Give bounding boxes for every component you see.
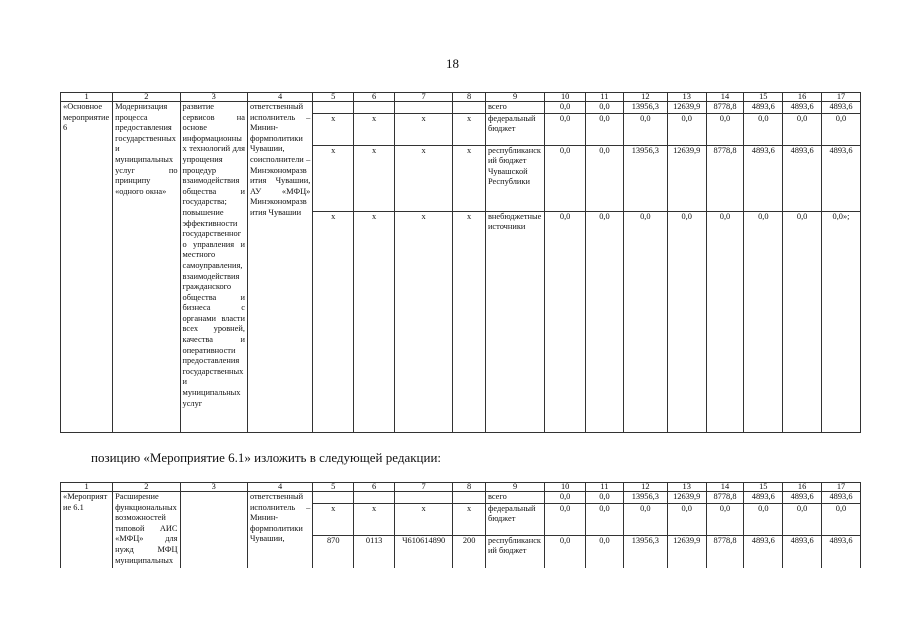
value-cell: 0,0 xyxy=(667,211,706,432)
goal-description-cell: развитие сервисов на основе информационных технологий для упрощения процедур взаимодействия общества и государства; повышение эффективности государственного управления и местного самоуправления, взаимодействия гражданского общества и бизнеса с органами власти всех уровней, качества и оперативности предоставления государственных и муниципальных услуг xyxy=(180,102,247,433)
value-cell: 4893,6 xyxy=(783,145,822,211)
table-main-event-6 xyxy=(60,92,861,433)
value-cell: 0,0 xyxy=(623,113,667,145)
value-cell: 0,0 xyxy=(545,145,586,211)
funding-source-cell: внебюджетные источники xyxy=(485,211,544,432)
header-cell: 17 xyxy=(822,93,861,102)
code-cell: х xyxy=(453,113,486,145)
value-cell: 0,0 xyxy=(667,113,706,145)
header-cell: 12 xyxy=(623,93,667,102)
header-cell: 16 xyxy=(783,93,822,102)
code-cell: х xyxy=(354,211,395,432)
header-cell: 11 xyxy=(586,483,624,492)
value-cell: 8778,8 xyxy=(706,145,744,211)
code-cell: х xyxy=(453,145,486,211)
header-cell: 11 xyxy=(586,93,624,102)
value-cell: 0,0 xyxy=(545,503,586,535)
header-cell: 17 xyxy=(822,483,861,492)
header-cell: 8 xyxy=(453,483,486,492)
header-cell: 6 xyxy=(354,93,395,102)
value-cell: 0,0 xyxy=(545,211,586,432)
value-cell: 12639,9 xyxy=(667,102,706,114)
code-cell xyxy=(395,102,453,114)
header-cell: 2 xyxy=(113,483,180,492)
executor-cell: ответственный исполнитель – Минин-формполитики Чувашии, соисполнители – Минэкономразвития Чувашии, АУ «МФЦ» Минэкономразвития Чувашии xyxy=(247,102,312,433)
event-title-cell: «Мероприятие 6.1 xyxy=(61,492,113,569)
code-cell: Ч610614890 xyxy=(395,535,453,568)
value-cell: 0,0 xyxy=(545,102,586,114)
value-cell: 13956,3 xyxy=(623,145,667,211)
table-event-6-1-wrapper xyxy=(60,482,861,568)
value-cell: 0,0 xyxy=(706,211,744,432)
header-cell: 1 xyxy=(61,483,113,492)
code-cell: х xyxy=(313,113,354,145)
value-cell: 0,0 xyxy=(706,503,744,535)
value-cell: 0,0 xyxy=(586,102,624,114)
value-cell: 0,0 xyxy=(623,211,667,432)
code-cell: 870 xyxy=(313,535,354,568)
value-cell: 0,0 xyxy=(586,503,624,535)
value-cell: 0,0 xyxy=(586,535,624,568)
table-event-6-1 xyxy=(60,482,861,568)
value-cell: 8778,8 xyxy=(706,102,744,114)
header-cell: 13 xyxy=(667,93,706,102)
code-cell xyxy=(313,492,354,504)
value-cell: 4893,6 xyxy=(744,535,783,568)
value-cell: 4893,6 xyxy=(783,535,822,568)
value-cell: 0,0 xyxy=(586,145,624,211)
value-cell: 0,0 xyxy=(545,113,586,145)
code-cell: х xyxy=(313,503,354,535)
value-cell: 13956,3 xyxy=(623,492,667,504)
header-cell: 5 xyxy=(313,483,354,492)
code-cell: х xyxy=(395,503,453,535)
code-cell: х xyxy=(313,145,354,211)
value-cell: 12639,9 xyxy=(667,535,706,568)
header-cell: 10 xyxy=(545,93,586,102)
code-cell xyxy=(354,492,395,504)
funding-source-cell: федеральный бюджет xyxy=(485,113,544,145)
header-cell: 16 xyxy=(783,483,822,492)
header-cell: 3 xyxy=(180,93,247,102)
value-cell: 12639,9 xyxy=(667,492,706,504)
code-cell xyxy=(453,102,486,114)
header-cell: 9 xyxy=(485,93,544,102)
header-cell: 12 xyxy=(623,483,667,492)
header-cell: 15 xyxy=(744,483,783,492)
code-cell: х xyxy=(453,211,486,432)
code-cell: х xyxy=(453,503,486,535)
value-cell: 0,0 xyxy=(586,211,624,432)
header-cell: 4 xyxy=(247,93,312,102)
value-cell: 0,0 xyxy=(822,113,861,145)
header-cell: 3 xyxy=(180,483,247,492)
code-cell: 0113 xyxy=(354,535,395,568)
value-cell: 0,0 xyxy=(783,113,822,145)
executor-cell: ответственный исполнитель – Минин-формполитики Чувашии, xyxy=(247,492,312,569)
value-cell: 12639,9 xyxy=(667,145,706,211)
header-row xyxy=(61,93,861,102)
code-cell: х xyxy=(313,211,354,432)
value-cell: 8778,8 xyxy=(706,535,744,568)
header-cell: 8 xyxy=(453,93,486,102)
header-row xyxy=(61,483,861,492)
header-cell: 7 xyxy=(395,483,453,492)
code-cell: 200 xyxy=(453,535,486,568)
header-cell: 2 xyxy=(113,93,180,102)
value-cell: 8778,8 xyxy=(706,492,744,504)
header-cell: 5 xyxy=(313,93,354,102)
page-number: 18 xyxy=(446,56,459,71)
header-cell: 4 xyxy=(247,483,312,492)
code-cell xyxy=(354,102,395,114)
funding-source-cell: республиканский бюджет Чувашской Республики xyxy=(485,145,544,211)
goal-description-cell xyxy=(180,492,247,569)
header-cell: 10 xyxy=(545,483,586,492)
value-cell: 4893,6 xyxy=(822,492,861,504)
value-cell: 0,0 xyxy=(706,113,744,145)
amendment-instruction: позицию «Мероприятие 6.1» изложить в следующей редакции: xyxy=(91,450,442,465)
value-cell: 0,0 xyxy=(667,503,706,535)
value-cell: 0,0 xyxy=(545,535,586,568)
value-cell: 0,0 xyxy=(744,113,783,145)
header-cell: 14 xyxy=(706,93,744,102)
header-cell: 6 xyxy=(354,483,395,492)
value-cell: 4893,6 xyxy=(783,492,822,504)
header-cell: 13 xyxy=(667,483,706,492)
code-cell: х xyxy=(354,113,395,145)
event-title-cell: «Основное мероприятие 6 xyxy=(61,102,113,433)
value-cell: 0,0»; xyxy=(822,211,861,432)
code-cell xyxy=(313,102,354,114)
value-cell: 4893,6 xyxy=(822,102,861,114)
code-cell: х xyxy=(395,211,453,432)
value-cell: 0,0 xyxy=(783,211,822,432)
header-cell: 9 xyxy=(485,483,544,492)
header-cell: 14 xyxy=(706,483,744,492)
value-cell: 0,0 xyxy=(586,113,624,145)
event-description-cell: Модернизация процесса предоставления государственных и муниципальных услуг по принципу «одного окна» xyxy=(113,102,180,433)
value-cell: 0,0 xyxy=(744,211,783,432)
code-cell xyxy=(453,492,486,504)
value-cell: 4893,6 xyxy=(744,492,783,504)
value-cell: 0,0 xyxy=(545,492,586,504)
code-cell: х xyxy=(354,145,395,211)
event-description-cell: Расширение функциональных возможностей типовой АИС «МФЦ» для нужд МФЦ муниципальных xyxy=(113,492,180,569)
funding-source-cell: всего xyxy=(485,492,544,504)
value-cell: 4893,6 xyxy=(744,102,783,114)
table-row xyxy=(61,492,861,504)
value-cell: 0,0 xyxy=(586,492,624,504)
code-cell xyxy=(395,492,453,504)
value-cell: 0,0 xyxy=(822,503,861,535)
value-cell: 4893,6 xyxy=(783,102,822,114)
code-cell: х xyxy=(395,145,453,211)
funding-source-cell: республиканский бюджет xyxy=(485,535,544,568)
value-cell: 0,0 xyxy=(623,503,667,535)
value-cell: 4893,6 xyxy=(744,145,783,211)
value-cell: 13956,3 xyxy=(623,535,667,568)
header-cell: 1 xyxy=(61,93,113,102)
funding-source-cell: всего xyxy=(485,102,544,114)
header-cell: 7 xyxy=(395,93,453,102)
code-cell: х xyxy=(395,113,453,145)
value-cell: 0,0 xyxy=(744,503,783,535)
value-cell: 4893,6 xyxy=(822,535,861,568)
value-cell: 13956,3 xyxy=(623,102,667,114)
header-cell: 15 xyxy=(744,93,783,102)
value-cell: 4893,6 xyxy=(822,145,861,211)
table-row xyxy=(61,102,861,114)
funding-source-cell: федеральный бюджет xyxy=(485,503,544,535)
code-cell: х xyxy=(354,503,395,535)
value-cell: 0,0 xyxy=(783,503,822,535)
